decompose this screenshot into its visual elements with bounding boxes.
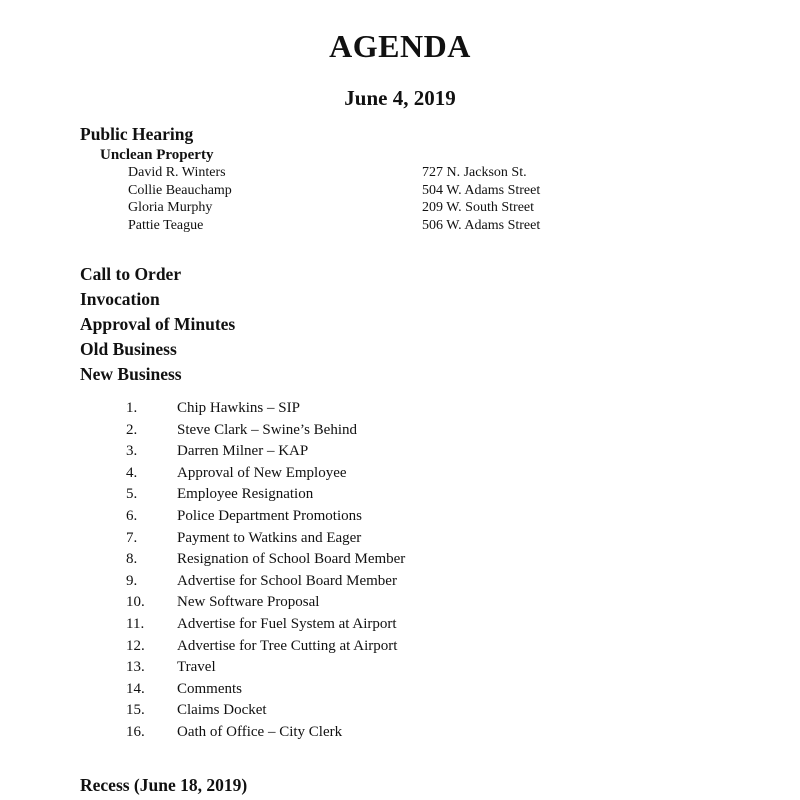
property-owner: Gloria Murphy	[128, 200, 213, 215]
item-number: 9.	[126, 572, 138, 589]
item-number: 6.	[126, 507, 138, 524]
property-owner: David R. Winters	[128, 165, 226, 180]
item-number: 16.	[126, 723, 145, 740]
list-item	[126, 679, 546, 701]
list-item	[126, 506, 546, 528]
property-address: 506 W. Adams Street	[422, 217, 541, 233]
item-text: Police Department Promotions	[177, 507, 362, 524]
public-hearing-heading: Public Hearing	[80, 124, 194, 144]
list-item	[126, 549, 546, 571]
item-text: Resignation of School Board Member	[177, 551, 406, 568]
item-number: 7.	[126, 529, 138, 546]
item-text: New Software Proposal	[177, 594, 320, 611]
item-text: Advertise for Tree Cutting at Airport	[177, 637, 398, 654]
item-text: Darren Milner – KAP	[177, 443, 309, 460]
item-text: Advertise for School Board Member	[177, 572, 397, 589]
item-number: 12.	[126, 637, 145, 654]
item-number: 13.	[126, 659, 145, 676]
page-title: AGENDA	[329, 28, 471, 64]
property-row	[128, 199, 568, 217]
item-number: 10.	[126, 594, 145, 611]
new-business-heading: New Business	[80, 364, 182, 384]
item-number: 11.	[126, 615, 145, 632]
list-item	[126, 441, 546, 463]
item-text: Employee Resignation	[177, 486, 314, 503]
approval-of-minutes-heading: Approval of Minutes	[80, 314, 236, 334]
list-item	[126, 571, 546, 593]
list-item	[126, 484, 546, 506]
item-number: 5.	[126, 486, 138, 503]
item-number: 1.	[126, 400, 138, 416]
list-item	[126, 700, 546, 722]
item-number: 15.	[126, 702, 145, 719]
list-item	[126, 398, 546, 420]
item-text: Travel	[177, 659, 216, 676]
unclean-property-heading: Unclean Property	[100, 147, 214, 163]
item-number: 3.	[126, 443, 138, 460]
property-row	[128, 182, 568, 200]
list-item	[126, 420, 546, 442]
item-text: Oath of Office – City Clerk	[177, 723, 343, 740]
property-row	[128, 164, 568, 182]
item-text: Claims Docket	[177, 702, 267, 719]
new-business-list	[126, 398, 546, 744]
agenda-sections	[80, 262, 235, 387]
call-to-order-heading: Call to Order	[80, 264, 182, 284]
list-item	[126, 636, 546, 658]
item-number: 8.	[126, 551, 138, 568]
property-row	[128, 217, 568, 235]
property-owner: Pattie Teague	[128, 217, 204, 233]
property-address: 727 N. Jackson St.	[422, 165, 527, 180]
property-owner: Collie Beauchamp	[128, 182, 232, 198]
agenda-date: June 4, 2019	[344, 86, 456, 110]
item-number: 4.	[126, 464, 138, 481]
item-number: 14.	[126, 680, 145, 697]
list-item	[126, 528, 546, 550]
property-address: 209 W. South Street	[422, 200, 535, 215]
item-text: Payment to Watkins and Eager	[177, 529, 362, 546]
list-item	[126, 592, 546, 614]
item-text: Steve Clark – Swine’s Behind	[177, 421, 357, 438]
list-item	[126, 614, 546, 636]
list-item	[126, 657, 546, 679]
item-text: Comments	[177, 680, 243, 697]
invocation-heading: Invocation	[80, 289, 160, 309]
item-text: Chip Hawkins – SIP	[177, 400, 300, 416]
old-business-heading: Old Business	[80, 339, 177, 359]
recess-heading: Recess (June 18, 2019)	[80, 775, 248, 795]
list-item	[126, 722, 546, 744]
item-text: Advertise for Fuel System at Airport	[177, 615, 397, 632]
property-address: 504 W. Adams Street	[422, 182, 541, 198]
item-number: 2.	[126, 421, 138, 438]
list-item	[126, 463, 546, 485]
unclean-property-list	[128, 164, 568, 234]
item-text: Approval of New Employee	[177, 464, 347, 481]
